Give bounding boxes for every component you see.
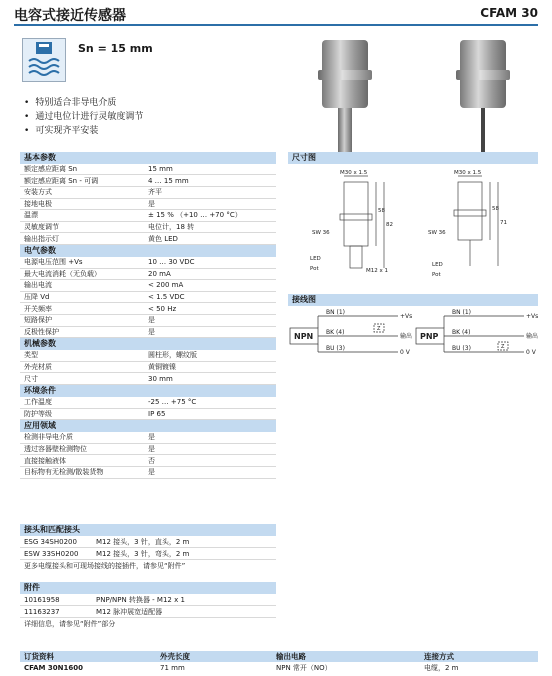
dimension-drawing bbox=[288, 162, 538, 292]
npn-bu: BU (3) bbox=[326, 345, 345, 352]
spec-label: 工作温度 bbox=[24, 398, 52, 407]
pnp-label: PNP bbox=[420, 332, 439, 341]
spec-value: 黄铜镀镍 bbox=[148, 363, 176, 371]
spec-row bbox=[20, 164, 276, 175]
spec-row bbox=[20, 327, 276, 338]
spec-value: < 1.5 VDC bbox=[148, 293, 185, 301]
spec-section-header: 电气参数 bbox=[20, 245, 276, 257]
spec-value: 圆柱形，螺纹版 bbox=[148, 351, 197, 360]
spec-row bbox=[20, 199, 276, 210]
spec-row bbox=[20, 409, 276, 420]
spec-row bbox=[20, 222, 276, 233]
dim-right-sw: SW 36 bbox=[428, 230, 446, 236]
spec-label: 输出电流 bbox=[24, 281, 52, 290]
spec-label: 反极性保护 bbox=[24, 327, 59, 336]
spec-value: 电位计，18 转 bbox=[148, 223, 195, 231]
dim-left-led: LED bbox=[310, 256, 321, 262]
wiring-diagram bbox=[288, 306, 538, 362]
accessory-desc: PNP/NPN 转换器 - M12 x 1 bbox=[96, 596, 185, 604]
spec-section-header: 环境条件 bbox=[20, 385, 276, 397]
order-col-2: 外壳长度 bbox=[160, 652, 190, 661]
order-col-4: 连接方式 bbox=[424, 652, 454, 661]
dim-left-connector: M12 x 1 bbox=[366, 268, 388, 274]
dim-left-len2: 82 bbox=[386, 222, 393, 228]
pnp-out: 输出 bbox=[526, 333, 538, 340]
connector-row bbox=[20, 549, 276, 560]
spec-label: 短路保护 bbox=[24, 316, 52, 325]
page-header bbox=[14, 2, 538, 26]
model-number: CFAM 30 bbox=[480, 6, 538, 20]
pnp-z: Z bbox=[501, 344, 505, 350]
connectors-header: 接头和匹配接头 bbox=[20, 524, 276, 536]
spec-row bbox=[20, 269, 276, 280]
dimension-section-header: 尺寸图 bbox=[288, 152, 538, 164]
spec-value: 10 … 30 VDC bbox=[148, 258, 195, 267]
spec-label: 输出指示灯 bbox=[24, 234, 59, 243]
spec-row bbox=[20, 397, 276, 408]
spec-label: 防护等级 bbox=[24, 409, 52, 418]
connector-desc: M12 接头，3 针，直头，2 m bbox=[96, 538, 190, 546]
spec-label: 额定感应距离 Sn bbox=[24, 165, 78, 173]
order-code: CFAM 30N1600 bbox=[24, 664, 84, 672]
dim-left-pot: Pot bbox=[310, 266, 319, 272]
order-length: 71 mm bbox=[160, 664, 185, 672]
spec-section-header: 基本参数 bbox=[20, 152, 276, 164]
spec-value: 15 mm bbox=[148, 165, 173, 173]
sensing-distance: Sn = 15 mm bbox=[78, 42, 153, 55]
spec-row bbox=[20, 315, 276, 326]
spec-value: 黄色 LED bbox=[148, 234, 178, 243]
pnp-bk: BK (4) bbox=[452, 329, 471, 336]
spec-row bbox=[20, 280, 276, 291]
order-row bbox=[20, 663, 538, 674]
spec-row bbox=[20, 187, 276, 198]
spec-value: 齐平 bbox=[148, 188, 162, 197]
spec-label: 检测非导电介质 bbox=[24, 433, 73, 442]
pnp-bu: BU (3) bbox=[452, 345, 471, 352]
page-title: 电容式接近传感器 bbox=[14, 8, 126, 24]
spec-value: -25 … +75 °C bbox=[148, 398, 197, 407]
order-header bbox=[20, 651, 538, 662]
spec-row bbox=[20, 292, 276, 303]
spec-row bbox=[20, 350, 276, 361]
accessory-code: 10161958 bbox=[24, 596, 60, 604]
pnp-vs: +Vs bbox=[526, 313, 538, 320]
npn-bk: BK (4) bbox=[326, 329, 345, 336]
spec-row bbox=[20, 257, 276, 268]
pnp-bn: BN (1) bbox=[452, 309, 472, 316]
spec-value: ± 15 % （+10 … +70 °C） bbox=[148, 211, 242, 220]
spec-value: < 50 Hz bbox=[148, 304, 177, 313]
spec-row bbox=[20, 362, 276, 373]
spec-value: 是 bbox=[148, 445, 155, 453]
spec-label: 尺寸 bbox=[24, 374, 38, 383]
spec-row bbox=[20, 176, 276, 187]
accessory-row bbox=[20, 595, 276, 606]
spec-value: 30 mm bbox=[148, 374, 173, 383]
dim-right-len1: 58 bbox=[492, 206, 499, 212]
npn-vs: +Vs bbox=[400, 313, 413, 320]
dim-left-sw: SW 36 bbox=[312, 230, 330, 236]
accessory-desc: M12 脉冲展宽适配器 bbox=[96, 608, 163, 616]
spec-value: 否 bbox=[148, 456, 155, 465]
dim-right-thread: M30 x 1.5 bbox=[454, 170, 482, 176]
sensor-logo-icon bbox=[22, 38, 66, 82]
spec-row bbox=[20, 374, 276, 385]
order-col-3: 输出电路 bbox=[276, 652, 306, 661]
spec-label: 压降 Vd bbox=[24, 293, 50, 301]
spec-label: 开关频率 bbox=[24, 304, 52, 313]
spec-label: 透过容器壁检测物位 bbox=[24, 445, 87, 453]
accessories-header: 附件 bbox=[20, 582, 276, 594]
spec-row bbox=[20, 210, 276, 221]
dim-left-thread: M30 x 1.5 bbox=[340, 170, 368, 176]
spec-section-header: 应用领域 bbox=[20, 420, 276, 432]
spec-label: 灵敏度调节 bbox=[24, 223, 59, 231]
order-output: NPN 常开（NO） bbox=[276, 664, 332, 672]
spec-value: 是 bbox=[148, 468, 155, 477]
accessory-row bbox=[20, 607, 276, 618]
feature-item: • 特别适合非导电介质 bbox=[24, 96, 143, 110]
wiring-section-header: 接线图 bbox=[288, 294, 538, 306]
order-col-1: 订货资料 bbox=[24, 652, 54, 661]
dim-left-len1: 58 bbox=[378, 208, 385, 214]
order-connection: 电缆，2 m bbox=[424, 664, 459, 672]
dim-right-len2: 71 bbox=[500, 220, 507, 226]
dim-right-pot: Pot bbox=[432, 272, 441, 278]
accessory-code: 11163237 bbox=[24, 608, 60, 616]
feature-item: • 通过电位计进行灵敏度调节 bbox=[24, 110, 143, 124]
pnp-zero: 0 V bbox=[526, 349, 536, 356]
spec-label: 最大电流消耗（无负载） bbox=[24, 269, 101, 278]
spec-label: 直接接触液体 bbox=[24, 456, 66, 465]
spec-label: 目标物有无检测/散装货物 bbox=[24, 468, 104, 477]
connectors-note: 更多电缆接头和可现场接线的接插件，请参见“附件” bbox=[24, 562, 186, 570]
dim-right-led: LED bbox=[432, 262, 443, 268]
spec-row bbox=[20, 456, 276, 467]
spec-value: IP 65 bbox=[148, 409, 166, 418]
connector-code: ESW 33SH0200 bbox=[24, 550, 79, 558]
accessories-note: 详细信息，请参见“附件”部分 bbox=[24, 620, 116, 628]
npn-z: Z bbox=[377, 326, 381, 332]
spec-label: 温漂 bbox=[24, 211, 38, 220]
feature-item: • 可实现齐平安装 bbox=[24, 124, 143, 138]
npn-label: NPN bbox=[294, 332, 314, 341]
spec-row bbox=[20, 467, 276, 478]
spec-row bbox=[20, 444, 276, 455]
spec-value: 是 bbox=[148, 199, 155, 208]
connector-row bbox=[20, 537, 276, 548]
spec-value: 是 bbox=[148, 433, 155, 442]
spec-label: 电源电压范围 +Vs bbox=[24, 258, 83, 267]
spec-row bbox=[20, 432, 276, 443]
npn-out: 输出 bbox=[400, 333, 413, 340]
spec-label: 接地电极 bbox=[24, 199, 52, 208]
spec-value: 20 mA bbox=[148, 269, 171, 278]
connector-code: ESG 34SH0200 bbox=[24, 538, 77, 546]
spec-value: 是 bbox=[148, 327, 155, 336]
spec-section-header: 机械参数 bbox=[20, 338, 276, 350]
npn-bn: BN (1) bbox=[326, 309, 346, 316]
spec-label: 额定感应距离 Sn - 可调 bbox=[24, 176, 99, 185]
npn-zero: 0 V bbox=[400, 349, 410, 356]
spec-value: 4 … 15 mm bbox=[148, 176, 189, 185]
spec-row bbox=[20, 304, 276, 315]
spec-label: 外壳材质 bbox=[24, 363, 52, 371]
spec-row bbox=[20, 234, 276, 245]
spec-label: 类型 bbox=[24, 351, 38, 360]
spec-value: 是 bbox=[148, 316, 155, 325]
feature-list bbox=[24, 96, 143, 138]
spec-value: < 200 mA bbox=[148, 281, 184, 290]
spec-label: 安装方式 bbox=[24, 188, 52, 197]
connector-desc: M12 接头，3 针，弯头，2 m bbox=[96, 550, 190, 558]
